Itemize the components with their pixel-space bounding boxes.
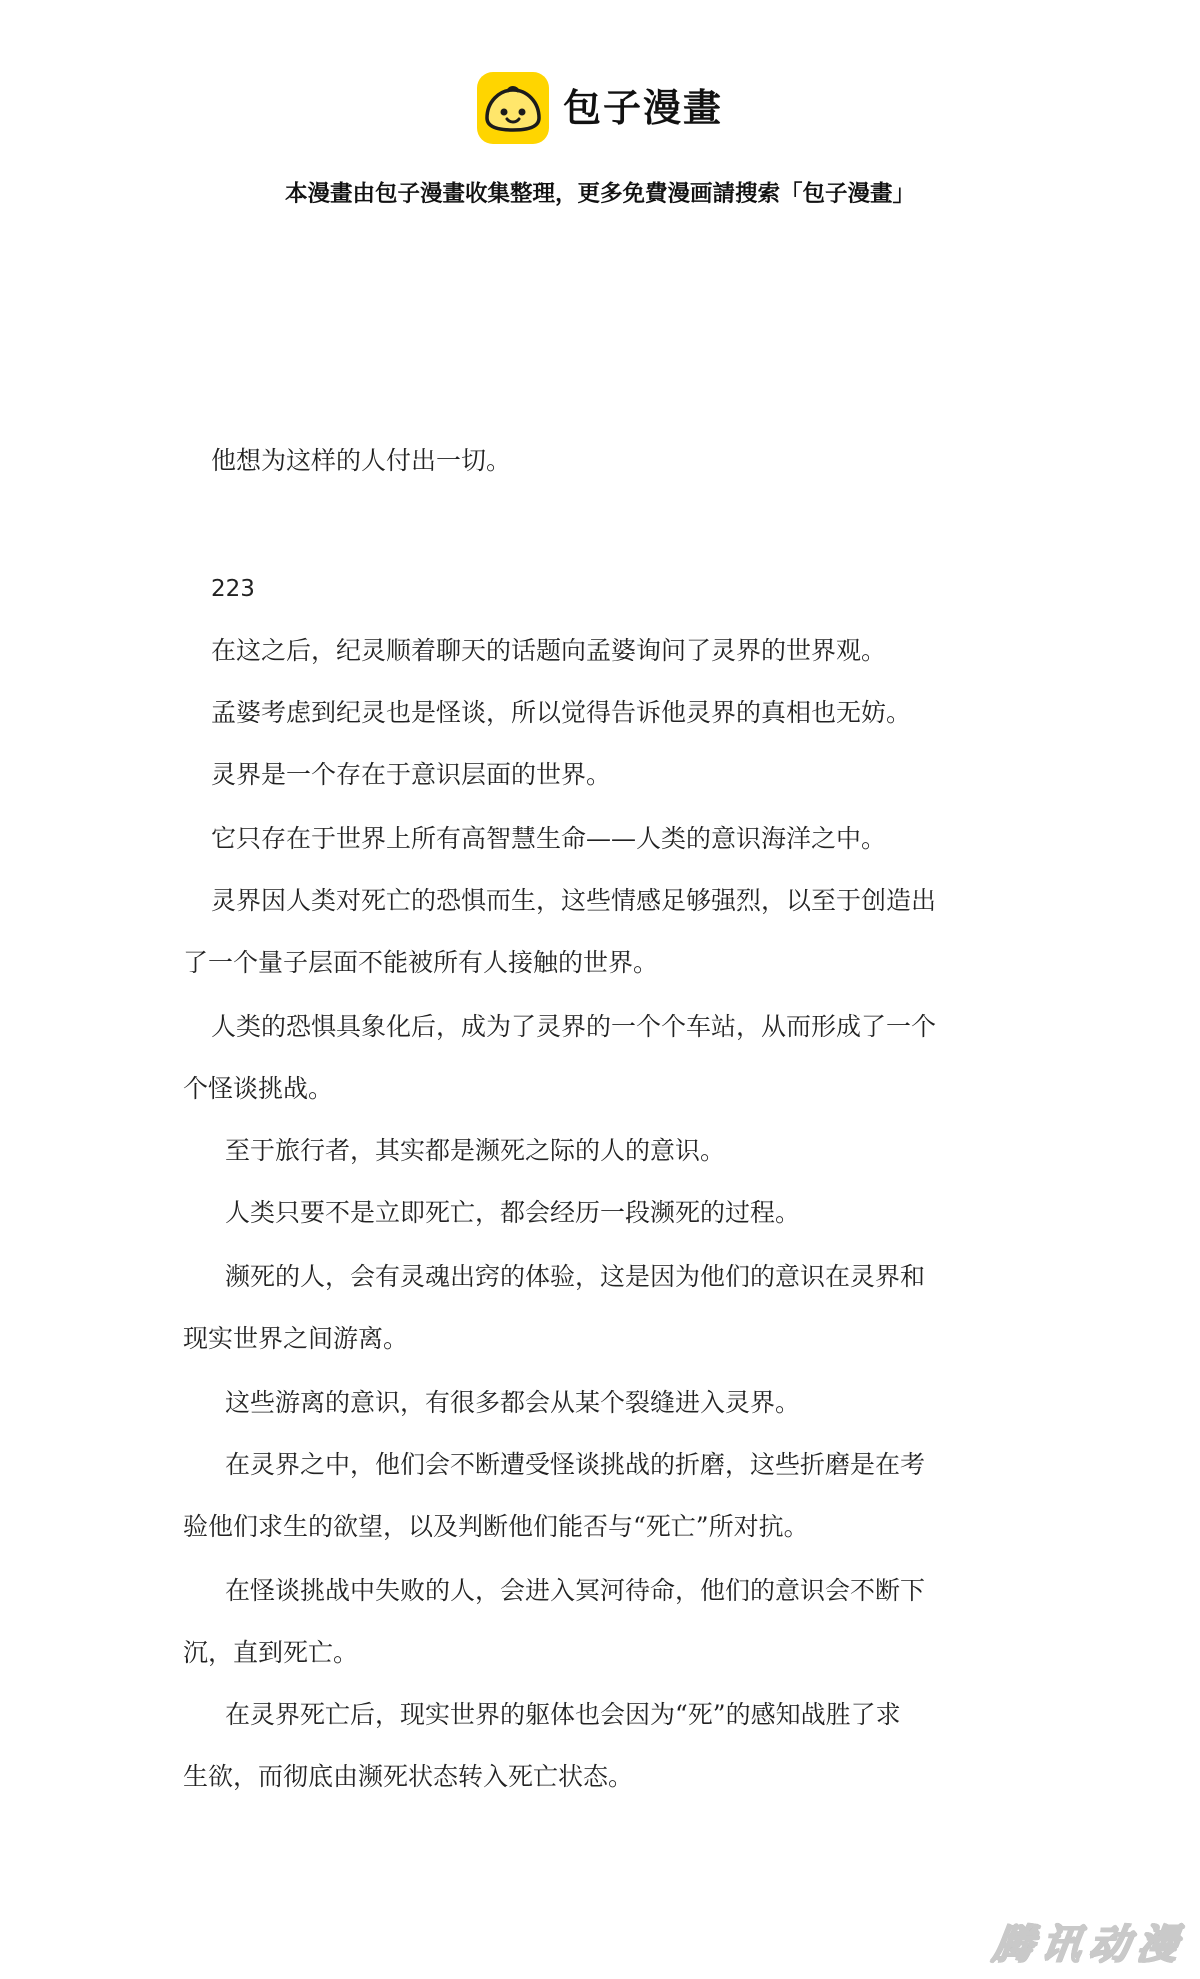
paragraph-line: 生欲，而彻底由濒死状态转入死亡状态。	[183, 1762, 634, 1791]
paragraph-line: 在怪谈挑战中失败的人，会进入冥河待命，他们的意识会不断下	[225, 1576, 926, 1605]
paragraph-line: 灵界是一个存在于意识层面的世界。	[211, 760, 612, 789]
paragraph-line: 至于旅行者，其实都是濒死之际的人的意识。	[225, 1136, 726, 1165]
paragraph-line: 它只存在于世界上所有高智慧生命——人类的意识海洋之中。	[211, 824, 887, 853]
watermark-logo	[990, 1917, 1182, 1968]
paragraph-line: 在这之后，纪灵顺着聊天的话题向孟婆询问了灵界的世界观。	[211, 636, 887, 665]
paragraph-line: 沉，直到死亡。	[183, 1638, 359, 1667]
paragraph-line: 了一个量子层面不能被所有人接触的世界。	[183, 948, 659, 977]
paragraph-line: 个怪谈挑战。	[183, 1074, 334, 1103]
paragraph-line: 验他们求生的欲望，以及判断他们能否与“死亡”所对抗。	[183, 1512, 809, 1541]
paragraph-line: 灵界因人类对死亡的恐惧而生，这些情感足够强烈，以至于创造出	[211, 886, 937, 915]
paragraph-line: 他想为这样的人付出一切。	[211, 446, 512, 475]
paragraph-line: 在灵界之中，他们会不断遭受怪谈挑战的折磨，这些折磨是在考	[225, 1450, 926, 1479]
paragraph-line: 孟婆考虑到纪灵也是怪谈，所以觉得告诉他灵界的真相也无妨。	[211, 698, 912, 727]
paragraph-line: 在灵界死亡后，现实世界的躯体也会因为“死”的感知战胜了求	[225, 1700, 901, 1729]
watermark-char: 漫	[1134, 1921, 1181, 1968]
paragraph-line: 濒死的人，会有灵魂出窍的体验，这是因为他们的意识在灵界和	[225, 1262, 926, 1291]
paragraph-line: 这些游离的意识，有很多都会从某个裂缝进入灵界。	[225, 1388, 801, 1417]
paragraph-line: 人类只要不是立即死亡，都会经历一段濒死的过程。	[225, 1198, 801, 1227]
brand-name: 包子漫畫	[562, 86, 723, 130]
source-notice: 本漫畫由包子漫畫收集整理，更多免費漫画請搜索「包子漫畫」	[284, 181, 915, 207]
watermark-char: 讯	[1038, 1921, 1085, 1968]
watermark-char: 动	[1086, 1921, 1133, 1968]
watermark-char: 腾	[990, 1921, 1037, 1968]
chapter-number: 223	[211, 576, 255, 602]
paragraph-line: 现实世界之间游离。	[183, 1324, 409, 1353]
paragraph-line: 人类的恐惧具象化后，成为了灵界的一个个车站，从而形成了一个	[211, 1012, 937, 1041]
